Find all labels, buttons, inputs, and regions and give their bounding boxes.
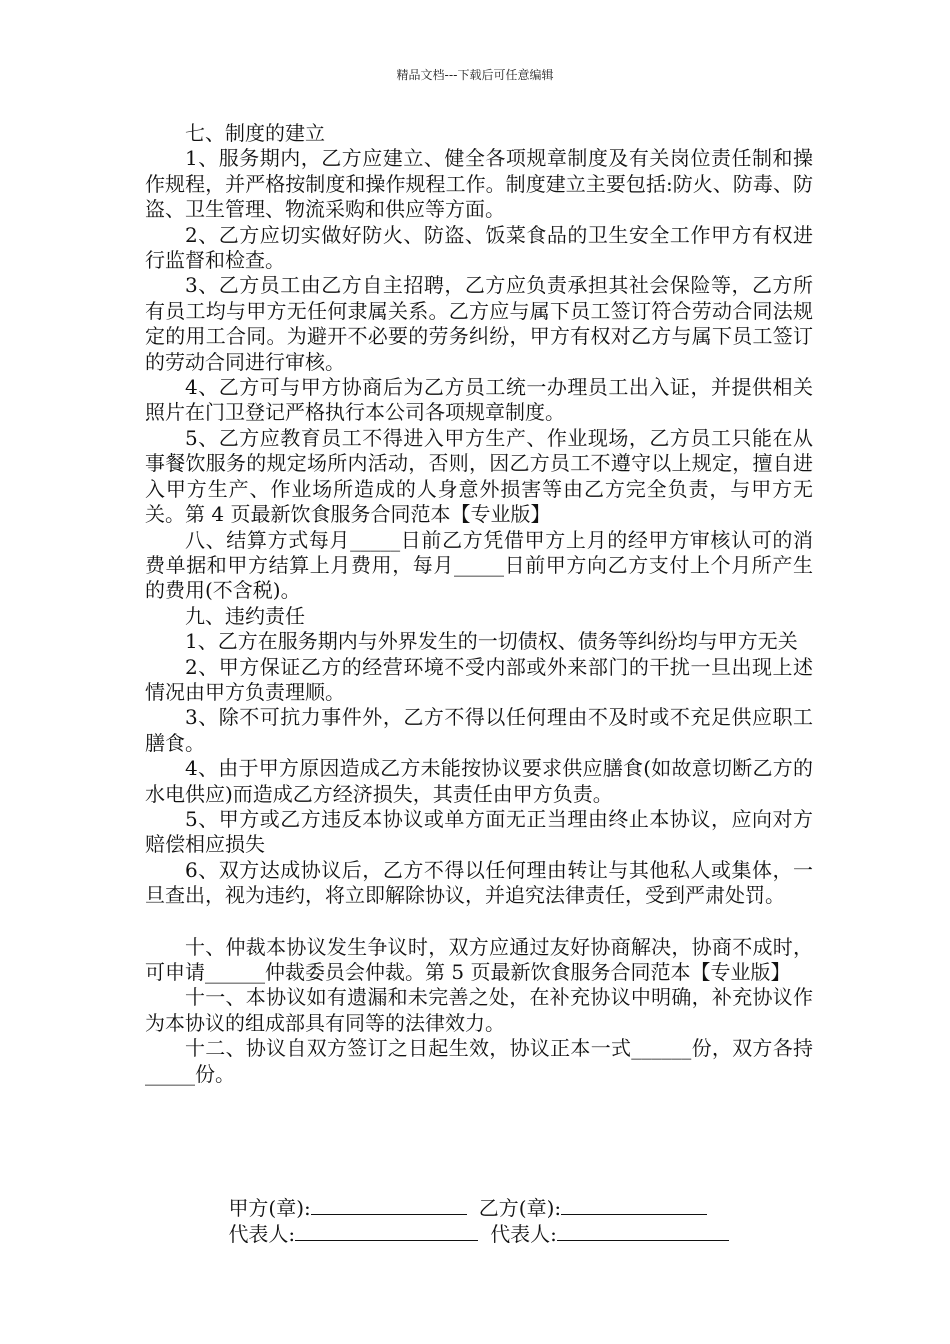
paragraph: 3、乙方员工由乙方自主招聘，乙方应负责承担其社会保险等，乙方所有员工均与甲方无任何隶属关系。乙方应与属下员工签订符合劳动合同法规定的用工合同。为避开不必要的劳务纠纷，甲方有权对乙方与属下员工签订的劳动合同进行审核。 <box>145 273 813 374</box>
party-b-rep-blank <box>557 1222 729 1241</box>
paragraph: 1、服务期内，乙方应建立、健全各项规章制度及有关岗位责任制和操作规程，并严格按制度和操作规程工作。制度建立主要包括:防火、防毒、防盗、卫生管理、物流采购和供应等方面。 <box>145 146 813 222</box>
paragraph: 5、甲方或乙方违反本协议或单方面无正当理由终止本协议，应向对方赔偿相应损失 <box>145 806 813 857</box>
paragraph: 5、乙方应教育员工不得进入甲方生产、作业现场，乙方员工只能在从事餐饮服务的规定场所内活动，否则，因乙方员工不遵守以上规定，擅自进入甲方生产、作业场所造成的人身意外损害等由乙方完全负责，与甲方无关。第 4 页最新饮食服务合同范本【专业版】 <box>145 425 813 527</box>
party-b-seal-label: 乙方(章): <box>478 1196 562 1220</box>
party-a-rep-blank <box>295 1222 478 1241</box>
document-body <box>145 121 813 1087</box>
signature-row-rep <box>203 1197 729 1272</box>
party-a-seal-label: 甲方(章): <box>228 1196 311 1220</box>
section-heading: 九、违约责任 <box>185 603 305 628</box>
paragraph: 2、甲方保证乙方的经营环境不受内部或外来部门的干扰一旦出现上述情况由甲方负责理顺。 <box>145 654 813 704</box>
paragraph: 十二、协议自双方签订之日起生效，协议正本一式______份，双方各持_____份。 <box>145 1036 813 1086</box>
paragraph: 十一、本协议如有遗漏和未完善之处，在补充协议中明确，补充协议作为本协议的组成部具有同等的法律效力。 <box>145 985 813 1035</box>
paragraph: 2、乙方应切实做好防火、防盗、饭菜食品的卫生安全工作甲方有权进行监督和检查。 <box>145 222 813 273</box>
paragraph: 八、结算方式每月_____日前乙方凭借甲方上月的经甲方审核认可的消费单据和甲方结算上月费用，每月_____日前甲方向乙方支付上个月所产生的费用(不含税)。 <box>145 527 813 603</box>
page-header: 精品文档---下载后可任意编辑 <box>396 68 554 82</box>
section-heading: 七、制度的建立 <box>185 121 325 145</box>
paragraph: 1、乙方在服务期内与外界发生的一切债权、债务等纠纷均与甲方无关 <box>185 629 798 654</box>
party-b-rep-label: 代表人: <box>490 1222 557 1246</box>
paragraph: 3、除不可抗力事件外，乙方不得以任何理由不及时或不充足供应职工膳食。 <box>145 705 813 755</box>
spacer <box>145 909 813 935</box>
paragraph: 4、乙方可与甲方协商后为乙方员工统一办理员工出入证，并提供相关照片在门卫登记严格执行本公司各项规章制度。 <box>145 375 813 425</box>
paragraph: 4、由于甲方原因造成乙方未能按协议要求供应膳食(如故意切断乙方的水电供应)而造成乙方经济损失，其责任由甲方负责。 <box>145 756 813 806</box>
paragraph: 十、仲裁本协议发生争议时，双方应通过友好协商解决，协商不成时，可申请______仲裁委员会仲裁。第 5 页最新饮食服务合同范本【专业版】 <box>145 934 813 984</box>
paragraph: 6、双方达成协议后，乙方不得以任何理由转让与其他私人或集体，一旦查出，视为违约，将立即解除协议，并追究法律责任，受到严肃处罚。 <box>145 857 813 908</box>
party-a-rep-label: 代表人: <box>228 1222 296 1246</box>
